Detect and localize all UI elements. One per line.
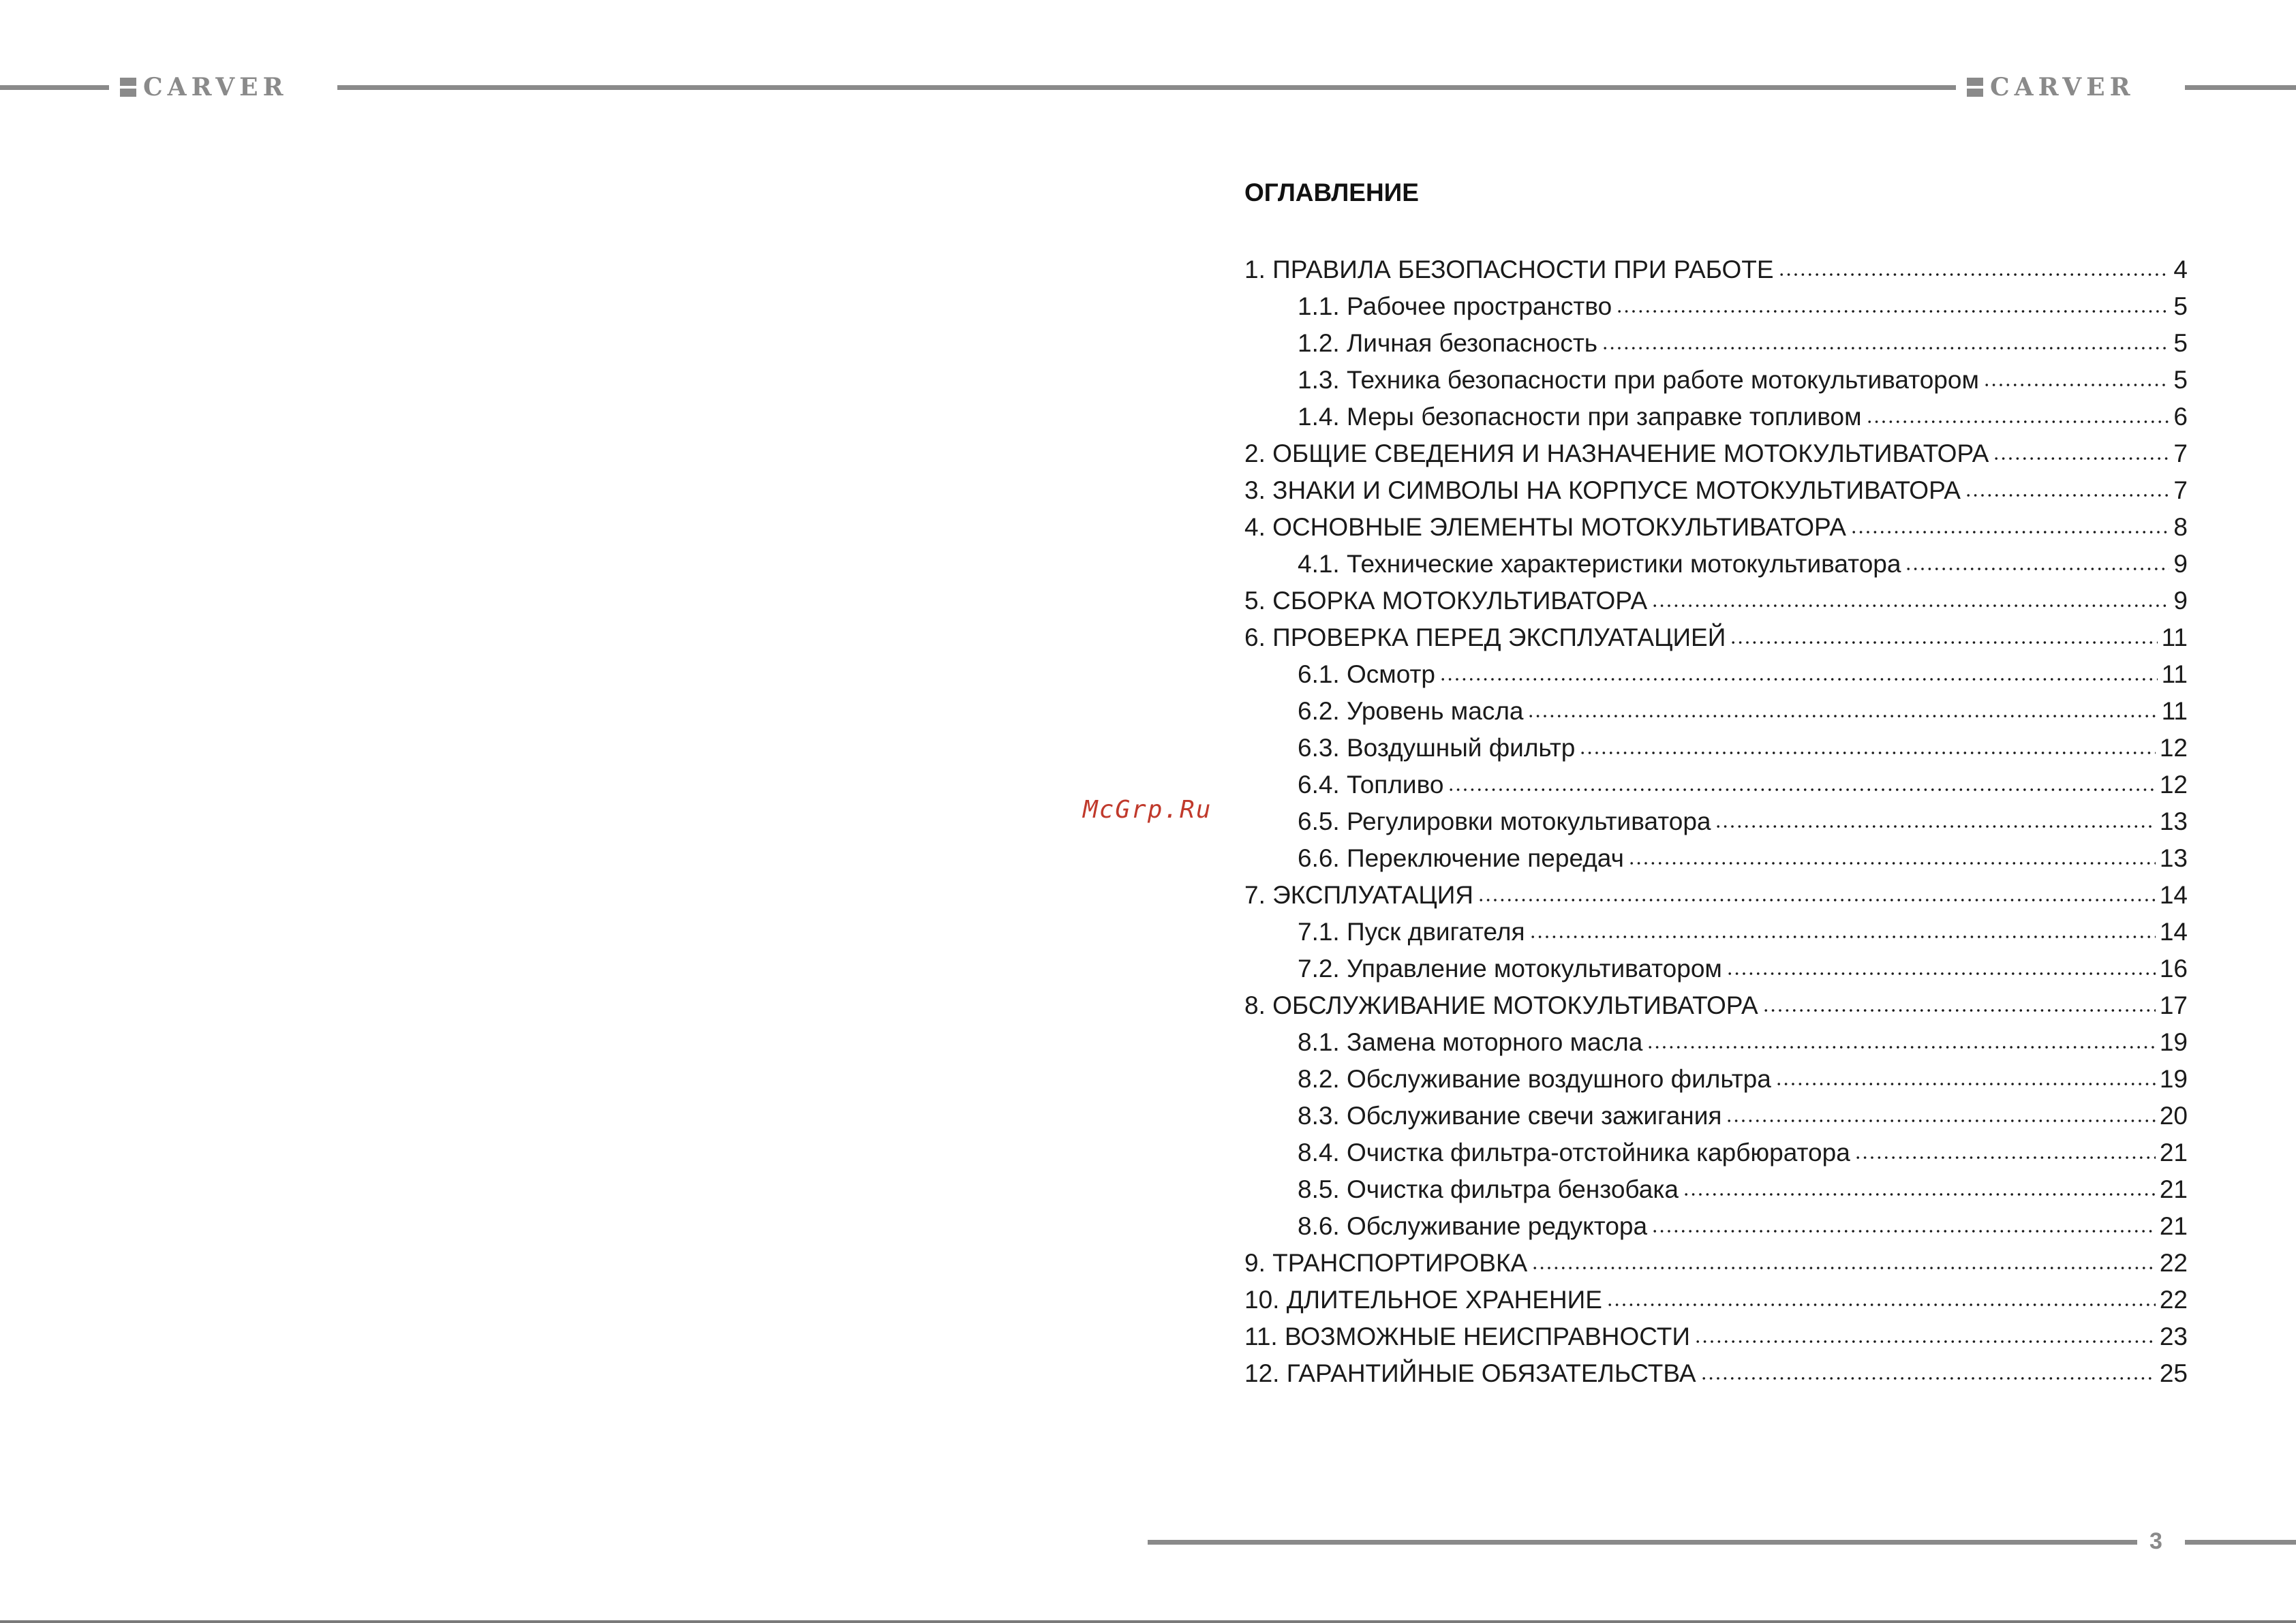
toc-entry-label: 8.1. Замена моторного масла <box>1298 1028 1643 1056</box>
toc-entry[interactable] <box>1244 619 2188 656</box>
toc-entry-label: 4. ОСНОВНЫЕ ЭЛЕМЕНТЫ МОТОКУЛЬТИВАТОРА <box>1244 513 1846 541</box>
toc-entry-label: 8.3. Обслуживание свечи зажигания <box>1298 1102 1722 1130</box>
toc-entry-page: 5 <box>2173 329 2188 357</box>
toc-entry[interactable] <box>1298 950 2188 987</box>
brand-name: CARVER <box>143 73 288 102</box>
toc-entry-page: 21 <box>2159 1175 2188 1203</box>
toc-dot-leader <box>1854 1156 2156 1159</box>
toc-entry-page: 22 <box>2159 1249 2188 1277</box>
toc-entry-label: 6.1. Осмотр <box>1298 660 1436 688</box>
toc-entry-page: 9 <box>2173 550 2188 578</box>
toc-entry-label: 10. ДЛИТЕЛЬНОЕ ХРАНЕНИЕ <box>1244 1286 1602 1314</box>
toc-entry-page: 19 <box>2159 1028 2188 1056</box>
toc-entry-label: 6.5. Регулировки мотокультиватора <box>1298 807 1711 835</box>
toc-entry-label: 1.1. Рабочее пространство <box>1298 292 1612 320</box>
toc-entry[interactable] <box>1298 1061 2188 1098</box>
toc-entry-page: 7 <box>2173 476 2188 504</box>
toc-entry-page: 11 <box>2161 623 2188 651</box>
toc-entry-page: 12 <box>2159 771 2188 799</box>
toc-dot-leader <box>1983 384 2170 386</box>
toc-entry-page: 16 <box>2159 955 2188 983</box>
toc-entry[interactable] <box>1298 1024 2188 1061</box>
toc-entry-label: 7.1. Пуск двигателя <box>1298 918 1525 946</box>
toc-entry[interactable] <box>1244 583 2188 619</box>
toc-dot-leader <box>1531 1267 2156 1269</box>
toc-entry-page: 13 <box>2159 844 2188 872</box>
toc-entry[interactable] <box>1298 730 2188 767</box>
toc-dot-leader <box>1439 678 2158 681</box>
toc-entry-label: 6.2. Уровень масла <box>1298 697 1524 725</box>
toc-dot-leader <box>1778 273 2170 276</box>
header-rule-center <box>337 85 1956 90</box>
toc-entry-label: 1. ПРАВИЛА БЕЗОПАСНОСТИ ПРИ РАБОТЕ <box>1244 256 1774 283</box>
toc-dot-leader <box>1602 347 2169 350</box>
footer-rule-left <box>1148 1540 2137 1545</box>
toc-entry-page: 14 <box>2159 881 2188 909</box>
toc-entry[interactable] <box>1244 1282 2188 1318</box>
footer-rule-right <box>2185 1540 2296 1545</box>
toc-entry-label: 8. ОБСЛУЖИВАНИЕ МОТОКУЛЬТИВАТОРА <box>1244 991 1758 1019</box>
toc-entry-page: 21 <box>2159 1212 2188 1240</box>
toc-entry[interactable] <box>1298 399 2188 435</box>
toc-entry-page: 21 <box>2159 1139 2188 1166</box>
toc-dot-leader <box>1651 604 2169 607</box>
toc-entry[interactable] <box>1298 840 2188 877</box>
toc-entry[interactable] <box>1298 362 2188 399</box>
toc-entry-label: 11. ВОЗМОЖНЫЕ НЕИСПРАВНОСТИ <box>1244 1323 1690 1350</box>
toc-entry[interactable] <box>1244 1245 2188 1282</box>
carver-mark-icon <box>120 78 136 97</box>
watermark: McGrp.Ru <box>1083 796 1212 824</box>
toc-entry-label: 8.6. Обслуживание редуктора <box>1298 1212 1648 1240</box>
toc-dot-leader <box>1683 1193 2156 1196</box>
toc-entry-label: 2. ОБЩИЕ СВЕДЕНИЯ И НАЗНАЧЕНИЕ МОТОКУЛЬТИВАТОРА <box>1244 439 1989 467</box>
toc-entry[interactable] <box>1298 803 2188 840</box>
toc-title: ОГЛАВЛЕНИЕ <box>1244 179 1419 206</box>
carver-mark-icon <box>1967 78 1983 97</box>
toc-entry-label: 8.5. Очистка фильтра бензобака <box>1298 1175 1679 1203</box>
toc-entry-page: 22 <box>2159 1286 2188 1314</box>
toc-entry-page: 8 <box>2173 513 2188 541</box>
toc-entry-label: 1.3. Техника безопасности при работе мотокультиватором <box>1298 366 1979 394</box>
toc-entry[interactable] <box>1244 877 2188 914</box>
toc-dot-leader <box>1775 1083 2156 1085</box>
toc-dot-leader <box>1478 899 2156 901</box>
toc-dot-leader <box>1993 457 2169 460</box>
toc-entry-page: 4 <box>2173 256 2188 283</box>
page-bottom-edge <box>0 1620 2296 1623</box>
toc-entry[interactable] <box>1244 987 2188 1024</box>
toc-entry-page: 9 <box>2173 587 2188 615</box>
toc-dot-leader <box>1527 715 2157 717</box>
toc-entry-label: 3. ЗНАКИ И СИМВОЛЫ НА КОРПУСЕ МОТОКУЛЬТИВАТОРА <box>1244 476 1961 504</box>
toc-entry[interactable] <box>1298 693 2188 730</box>
toc-dot-leader <box>1628 862 2156 865</box>
header-rule-right <box>2185 85 2296 90</box>
toc-dot-leader <box>1965 494 2169 497</box>
toc-dot-leader <box>1726 972 2156 975</box>
toc-dot-leader <box>1866 420 2170 423</box>
toc-entry-label: 1.2. Личная безопасность <box>1298 329 1598 357</box>
toc-entry[interactable] <box>1244 509 2188 546</box>
toc-dot-leader <box>1905 568 2169 570</box>
toc-entry-label: 6. ПРОВЕРКА ПЕРЕД ЭКСПЛУАТАЦИЕЙ <box>1244 623 1726 651</box>
toc-entry-page: 23 <box>2159 1323 2188 1350</box>
toc-entry-page: 11 <box>2161 697 2188 725</box>
toc-entry[interactable] <box>1244 1318 2188 1355</box>
toc-dot-leader <box>1647 1046 2155 1049</box>
toc-entry-page: 5 <box>2173 292 2188 320</box>
toc-dot-leader <box>1700 1377 2156 1380</box>
toc-entry[interactable] <box>1244 472 2188 509</box>
toc-entry-label: 1.4. Меры безопасности при заправке топливом <box>1298 403 1862 431</box>
toc-entry[interactable] <box>1298 325 2188 362</box>
brand-name: CARVER <box>1990 73 2135 102</box>
toc-entry-page: 19 <box>2159 1065 2188 1093</box>
toc-entry-label: 8.4. Очистка фильтра-отстойника карбюратора <box>1298 1139 1850 1166</box>
toc-entry-page: 7 <box>2173 439 2188 467</box>
toc-entry-page: 17 <box>2159 991 2188 1019</box>
toc-entry-page: 12 <box>2159 734 2188 762</box>
toc-entry[interactable] <box>1244 1355 2188 1392</box>
toc-entry-label: 6.6. Переключение передач <box>1298 844 1624 872</box>
header-rule-left <box>0 85 109 90</box>
toc-entry-page: 13 <box>2159 807 2188 835</box>
toc-entry[interactable] <box>1298 914 2188 950</box>
toc-entry-label: 6.3. Воздушный фильтр <box>1298 734 1576 762</box>
brand-logo-left <box>120 74 288 101</box>
toc-entry-label: 7. ЭКСПЛУАТАЦИЯ <box>1244 881 1474 909</box>
toc-dot-leader <box>1694 1340 2156 1343</box>
toc-entry-page: 6 <box>2173 403 2188 431</box>
toc-entry-page: 5 <box>2173 366 2188 394</box>
toc-dot-leader <box>1730 641 2157 644</box>
toc-entry-page: 20 <box>2159 1102 2188 1130</box>
toc-entry-label: 4.1. Технические характеристики мотокультиватора <box>1298 550 1901 578</box>
toc-entry[interactable] <box>1298 546 2188 583</box>
toc-entry-page: 25 <box>2159 1359 2188 1387</box>
toc-dot-leader <box>1579 752 2156 754</box>
toc-entry[interactable] <box>1298 1098 2188 1134</box>
toc-dot-leader <box>1448 788 2155 791</box>
toc-entry[interactable] <box>1298 1171 2188 1208</box>
toc-entry-label: 5. СБОРКА МОТОКУЛЬТИВАТОРА <box>1244 587 1648 615</box>
toc-dot-leader <box>1651 1230 2156 1233</box>
toc-entry[interactable] <box>1244 435 2188 472</box>
brand-logo-right <box>1967 74 2135 101</box>
toc-dot-leader <box>1529 936 2156 938</box>
toc-entry-label: 8.2. Обслуживание воздушного фильтра <box>1298 1065 1771 1093</box>
toc-entry-label: 9. ТРАНСПОРТИРОВКА <box>1244 1249 1528 1277</box>
toc-dot-leader <box>1616 310 2169 313</box>
page-number: 3 <box>2149 1528 2162 1554</box>
toc-dot-leader <box>1726 1119 2155 1122</box>
toc-entry[interactable] <box>1298 767 2188 803</box>
toc-entry-label: 6.4. Топливо <box>1298 771 1444 799</box>
toc-entry[interactable] <box>1244 251 2188 288</box>
toc-entry[interactable] <box>1298 656 2188 693</box>
toc-dot-leader <box>1850 531 2170 534</box>
toc-entry[interactable] <box>1298 1208 2188 1245</box>
toc-entry-page: 11 <box>2161 660 2188 688</box>
toc-entry-page: 14 <box>2159 918 2188 946</box>
toc-entry-label: 7.2. Управление мотокультиватором <box>1298 955 1722 983</box>
toc-entry[interactable] <box>1298 288 2188 325</box>
toc-dot-leader <box>1762 1009 2156 1012</box>
toc-entry[interactable] <box>1298 1134 2188 1171</box>
toc-dot-leader <box>1715 825 2155 828</box>
toc-dot-leader <box>1606 1303 2156 1306</box>
toc-entry-label: 12. ГАРАНТИЙНЫЕ ОБЯЗАТЕЛЬСТВА <box>1244 1359 1696 1387</box>
